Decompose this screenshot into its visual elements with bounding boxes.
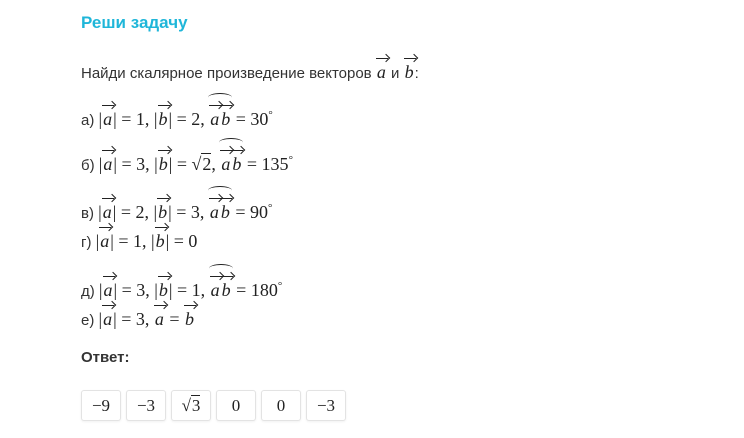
- vector-b-symbol: b: [404, 62, 414, 82]
- option-value: 0: [276, 395, 286, 415]
- task-colon: :: [414, 65, 419, 82]
- item-label: д): [81, 283, 95, 300]
- angle-value: = 30: [235, 109, 269, 129]
- item-label: г): [81, 234, 92, 251]
- item-label: б): [81, 157, 95, 174]
- answer-option[interactable]: [126, 390, 166, 421]
- b-magnitude: = 3,: [176, 202, 205, 222]
- answer-option[interactable]: [171, 390, 211, 421]
- task-and: и: [391, 65, 400, 82]
- item-g: г) |a| = 1, |b| = 0: [81, 231, 198, 251]
- degree-sign: °: [277, 280, 283, 292]
- answer-option[interactable]: [81, 390, 121, 421]
- vector-a: a: [100, 231, 110, 251]
- item-v: в) |a| = 2, |b| = 3, a b = 90°: [81, 198, 272, 223]
- option-value: −3: [136, 395, 156, 415]
- vector-b: b: [221, 280, 231, 300]
- vector-a: a: [103, 109, 113, 129]
- angle-value: = 135: [246, 154, 289, 174]
- item-label: в): [81, 205, 94, 222]
- vector-a: a: [209, 202, 219, 222]
- angle-ab: [220, 150, 242, 175]
- b-magnitude: = 2,: [176, 109, 205, 129]
- answer-option[interactable]: [261, 390, 301, 421]
- answer-options: [81, 390, 346, 421]
- item-label: а): [81, 112, 95, 129]
- item-b: б) |a| = 3, |b| = √2, a b = 135°: [81, 150, 293, 175]
- vector-b: b: [158, 202, 168, 222]
- degree-sign: °: [288, 154, 293, 166]
- angle-ab: [209, 198, 231, 223]
- task-statement: [81, 62, 419, 83]
- vector-a: a: [103, 154, 113, 174]
- task-text: Найди скалярное произведение векторов: [81, 65, 372, 82]
- angle-value: = 180: [236, 280, 278, 300]
- vector-a: a: [210, 280, 220, 300]
- b-magnitude: = 1,: [177, 280, 206, 300]
- option-value: −3: [316, 395, 336, 415]
- a-magnitude: = 1,: [121, 109, 150, 129]
- vector-a: a: [221, 154, 231, 174]
- vector-b: b: [185, 309, 195, 329]
- angle-ab: [210, 276, 232, 301]
- root-glyph: √: [181, 395, 191, 415]
- degree-sign: °: [268, 202, 273, 214]
- vector-a: a: [154, 309, 164, 329]
- angle-value: = 90: [235, 202, 269, 222]
- vector-b: b: [158, 154, 168, 174]
- vector-a: a: [103, 309, 113, 329]
- answer-option[interactable]: [216, 390, 256, 421]
- answer-label: Ответ:: [81, 349, 130, 366]
- vector-b: b: [220, 202, 230, 222]
- answer-option[interactable]: [306, 390, 346, 421]
- a-magnitude: = 1,: [118, 231, 147, 251]
- radicand: 2: [202, 154, 212, 174]
- item-label: е): [81, 312, 95, 329]
- degree-sign: °: [268, 109, 273, 121]
- option-value: −9: [91, 395, 111, 415]
- vector-a: a: [102, 202, 112, 222]
- vector-b: b: [155, 231, 165, 251]
- comma: ,: [211, 154, 216, 174]
- a-magnitude: = 3,: [121, 280, 150, 300]
- page-title: Реши задачу: [81, 13, 188, 32]
- vector-b: b: [158, 280, 168, 300]
- vector-b: b: [221, 109, 231, 129]
- vector-b: b: [232, 154, 242, 174]
- vector-a: a: [103, 280, 113, 300]
- a-magnitude: = 3,: [121, 154, 150, 174]
- b-magnitude: =: [176, 154, 188, 174]
- option-value: 3: [191, 395, 201, 415]
- item-d: д) |a| = 3, |b| = 1, a b = 180°: [81, 276, 282, 301]
- sqrt-two: [192, 154, 212, 175]
- option-value: 0: [231, 395, 241, 415]
- vector-a: a: [210, 109, 220, 129]
- equals-sign: =: [169, 309, 180, 329]
- b-magnitude: = 0: [173, 231, 198, 251]
- item-a: а) |a| = 1, |b| = 2, a b = 30°: [81, 105, 273, 130]
- vector-a-symbol: a: [376, 62, 386, 82]
- a-magnitude: = 2,: [120, 202, 150, 222]
- a-magnitude: = 3,: [121, 309, 150, 329]
- item-e: е) |a| = 3, a = b: [81, 309, 195, 329]
- sqrt-three: [182, 396, 201, 416]
- vector-b: b: [158, 109, 168, 129]
- angle-ab: [209, 105, 231, 130]
- root-glyph: √: [191, 154, 202, 174]
